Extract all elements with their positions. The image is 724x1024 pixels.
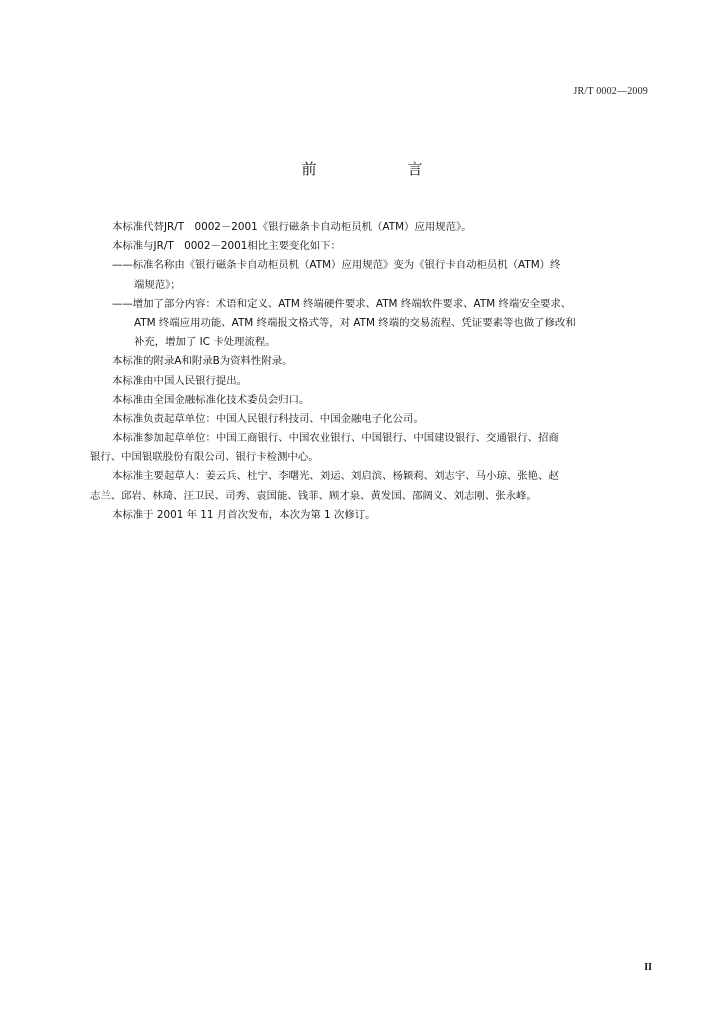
foreword-body (90, 218, 642, 525)
paragraph-line: 本标准的附录A和附录B为资料性附录。 (112, 355, 293, 368)
paragraph-line: 本标准负责起草单位：中国人民银行科技司、中国金融电子化公司。 (112, 412, 424, 425)
paragraph-continuation: 银行、中国银联股份有限公司、银行卡检测中心。 (90, 451, 319, 464)
paragraph-line: 本标准由中国人民银行提出。 (112, 374, 248, 387)
paragraph-line: 本标准与JR/T 0002－2001相比主要变化如下： (112, 240, 341, 253)
list-item-continuation: ATM 终端应用功能、ATM 终端报文格式等，对 ATM 终端的交易流程、凭证要素等也做了修改和 (134, 316, 576, 329)
paragraph-continuation: 志兰、邱岩、林琦、汪卫民、司秀、袁国能、钱菲、顾才泉、黄发国、邵阔义、刘志刚、张永峰。 (90, 489, 537, 502)
list-item-line: ——标准名称由《银行磁条卡自动柜员机（ATM）应用规范》变为《银行卡自动柜员机（ATM）终 (112, 259, 561, 272)
list-item-continuation: 端规范》； (134, 278, 181, 291)
paragraph-line: 本标准由全国金融标准化技术委员会归口。 (112, 393, 310, 406)
standard-code: JR/T 0002—2009 (573, 86, 648, 97)
list-item-line: ——增加了部分内容：术语和定义、ATM 终端硬件要求、ATM 终端软件要求、ATM 终端安全要求、 (112, 297, 572, 310)
paragraph-line: 本标准于 2001 年 11 月首次发布，本次为第 1 次修订。 (112, 508, 376, 521)
page-title: 前 言 (301, 160, 461, 178)
paragraph-line: 本标准主要起草人：姜云兵、杜宁、李曙光、刘运、刘启滨、杨颖莉、刘志宇、马小琼、张艳、赵 (112, 470, 559, 483)
list-item-continuation: 补充，增加了 IC 卡处理流程。 (134, 336, 276, 349)
paragraph-line: 本标准参加起草单位：中国工商银行、中国农业银行、中国银行、中国建设银行、交通银行、招商 (112, 432, 559, 445)
paragraph-line: 本标准代替JR/T 0002－2001《银行磁条卡自动柜员机（ATM）应用规范》。 (112, 221, 472, 233)
page-number: II (644, 962, 652, 973)
